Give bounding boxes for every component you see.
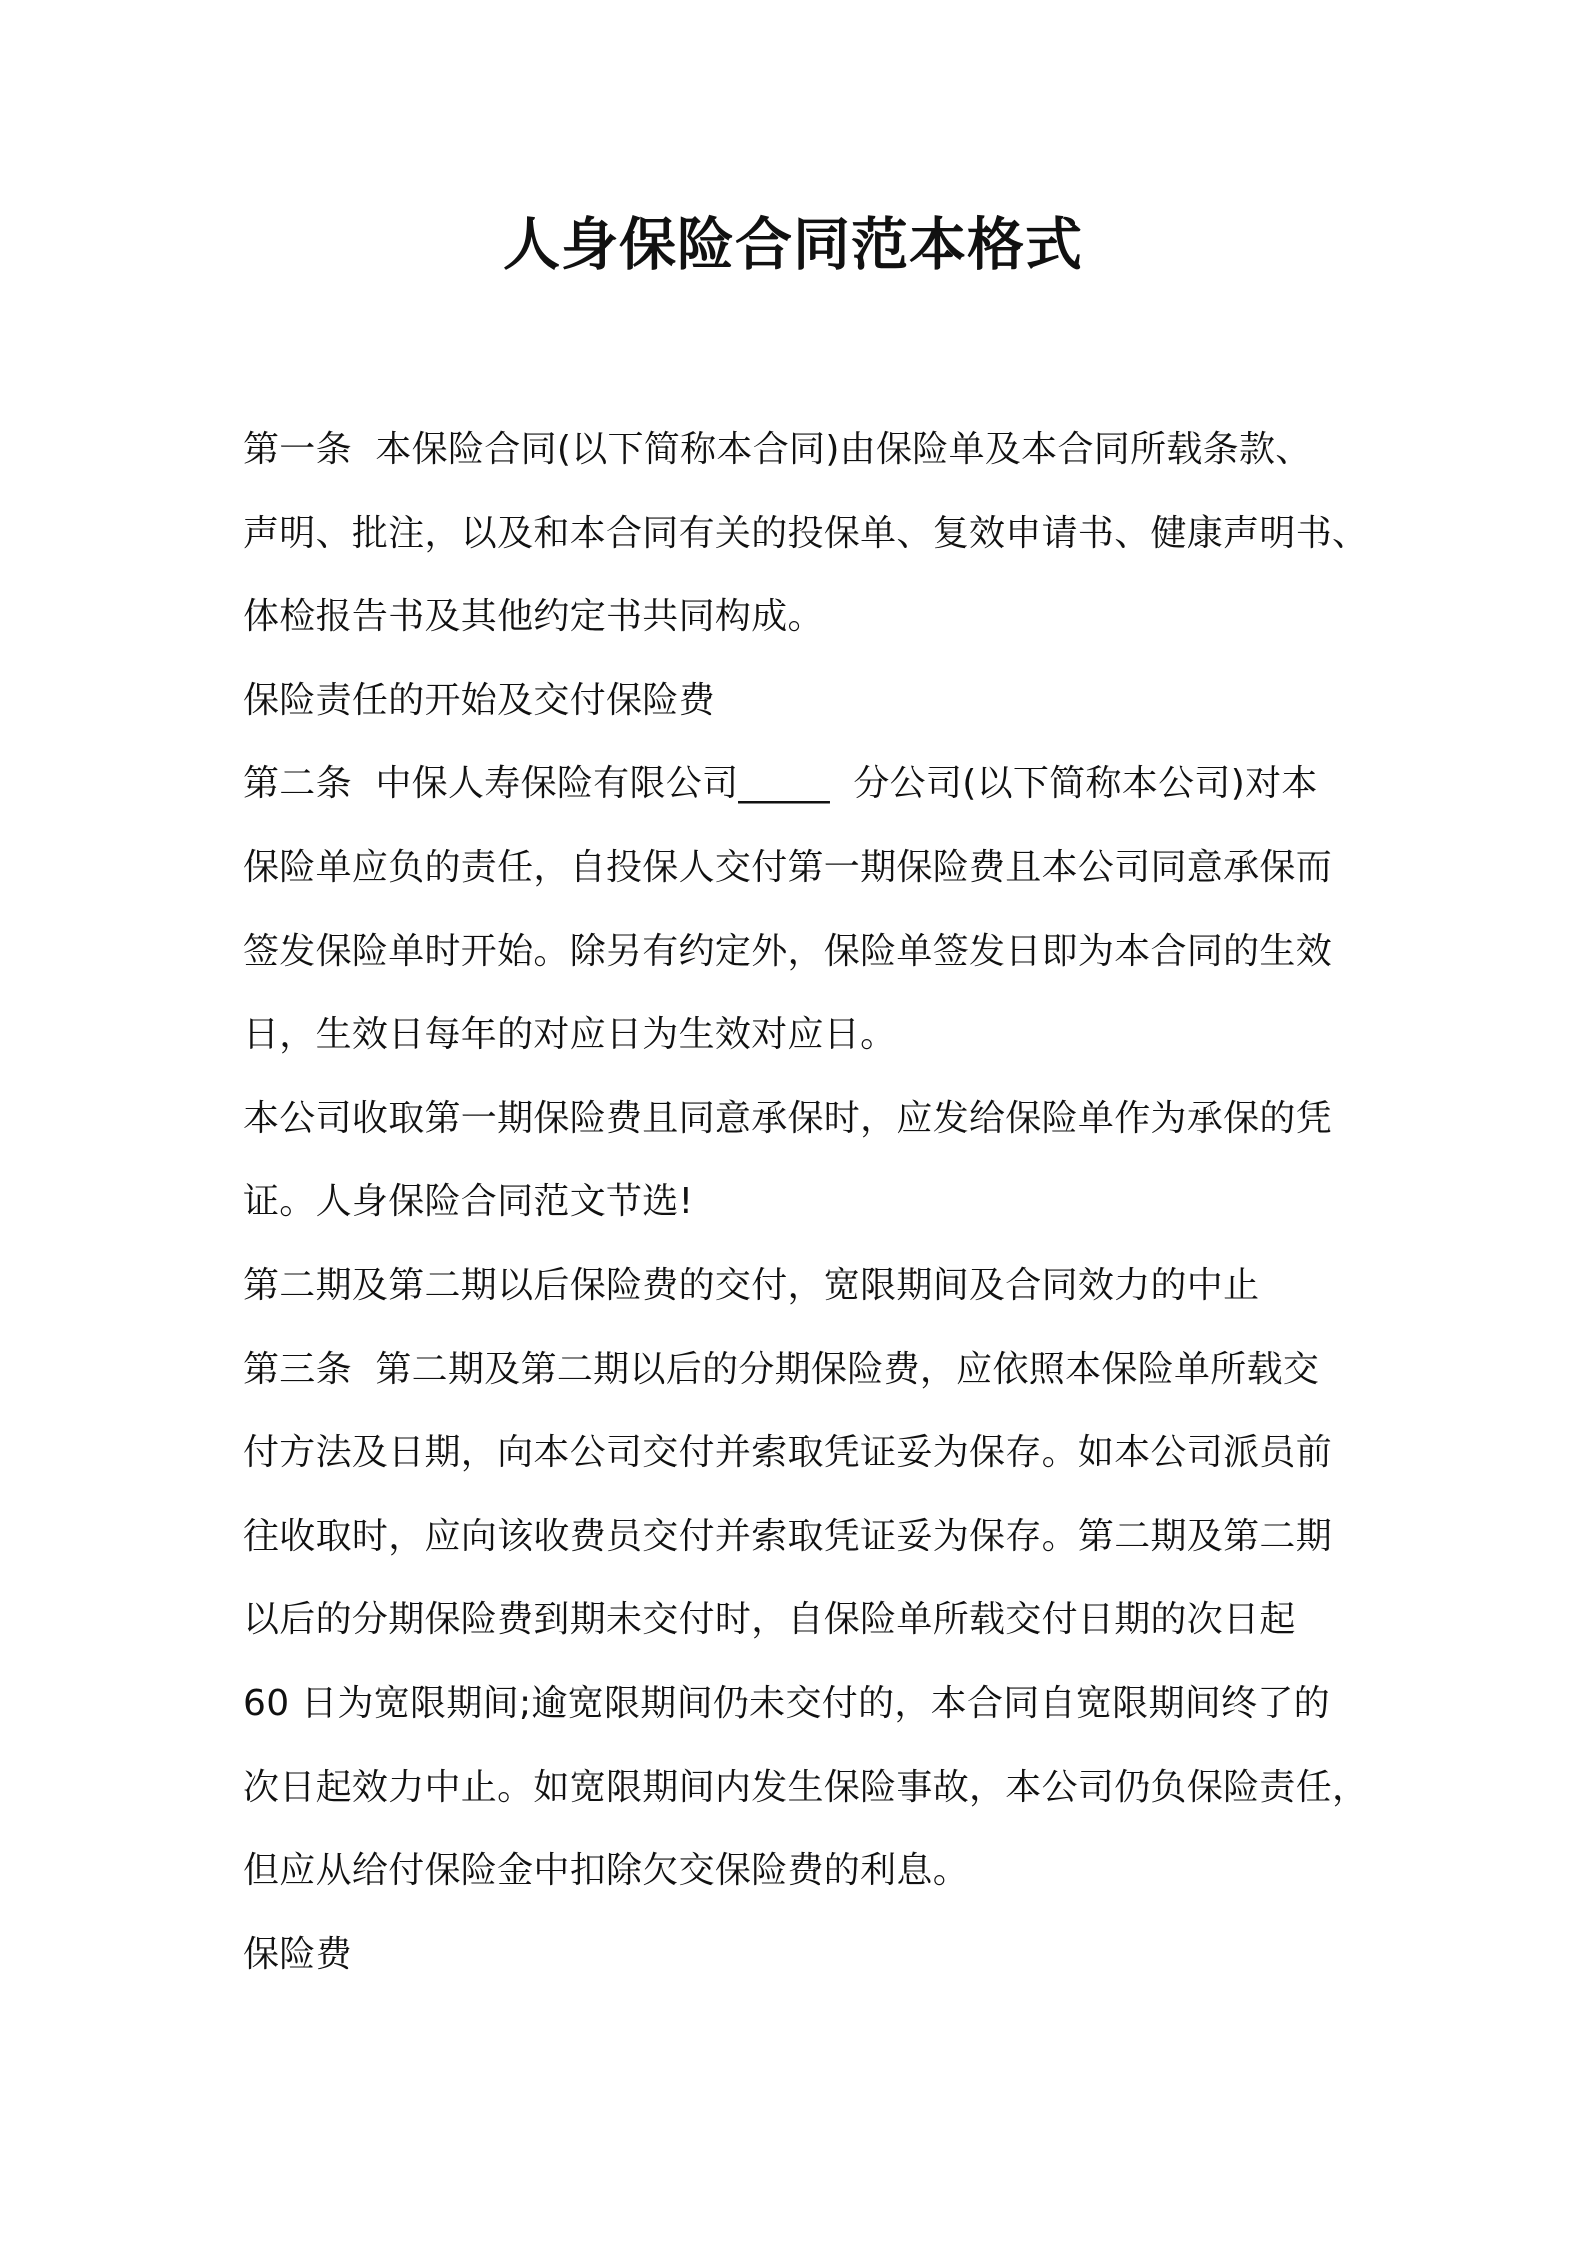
body-line: 第二条 中保人寿保险有限公司_____ 分公司(以下简称本公司)对本 bbox=[243, 763, 1318, 805]
body-line: 日，生效日每年的对应日为生效对应日。 bbox=[243, 1014, 897, 1056]
body-line: 60 日为宽限期间;逾宽限期间仍未交付的，本合同自宽限期间终了的 bbox=[243, 1682, 1330, 1724]
body-line: 声明、批注，以及和本合同有关的投保单、复效申请书、健康声明书、 bbox=[243, 512, 1369, 554]
document-body bbox=[243, 408, 1369, 1996]
document-title: 人身保险合同范本格式 bbox=[503, 212, 1083, 278]
body-line: 第三条 第二期及第二期以后的分期保险费，应依照本保险单所载交 bbox=[243, 1348, 1320, 1390]
body-line: 体检报告书及其他约定书共同构成。 bbox=[243, 596, 824, 638]
body-line: 第一条 本保险合同(以下简称本合同)由保险单及本合同所载条款、 bbox=[243, 429, 1312, 470]
body-line: 签发保险单时开始。除另有约定外，保险单签发日即为本合同的生效 bbox=[243, 930, 1333, 972]
body-line: 付方法及日期，向本公司交付并索取凭证妥为保存。如本公司派员前 bbox=[243, 1432, 1333, 1474]
section-heading: 保险费 bbox=[243, 1933, 352, 1975]
body-line: 往收取时，应向该收费员交付并索取凭证妥为保存。第二期及第二期 bbox=[243, 1515, 1333, 1557]
body-line: 次日起效力中止。如宽限期间内发生保险事故，本公司仍负保险责任， bbox=[243, 1766, 1369, 1808]
section-heading: 保险责任的开始及交付保险费 bbox=[243, 679, 715, 721]
body-line: 本公司收取第一期保险费且同意承保时，应发给保险单作为承保的凭 bbox=[243, 1097, 1333, 1139]
body-line: 证。人身保险合同范文节选! bbox=[243, 1181, 694, 1223]
body-line: 但应从给付保险金中扣除欠交保险费的利息。 bbox=[243, 1850, 970, 1892]
body-line: 以后的分期保险费到期未交付时，自保险单所载交付日期的次日起 bbox=[243, 1599, 1296, 1641]
body-line: 保险单应负的责任，自投保人交付第一期保险费且本公司同意承保而 bbox=[243, 846, 1333, 888]
section-heading: 第二期及第二期以后保险费的交付，宽限期间及合同效力的中止 bbox=[243, 1264, 1260, 1306]
